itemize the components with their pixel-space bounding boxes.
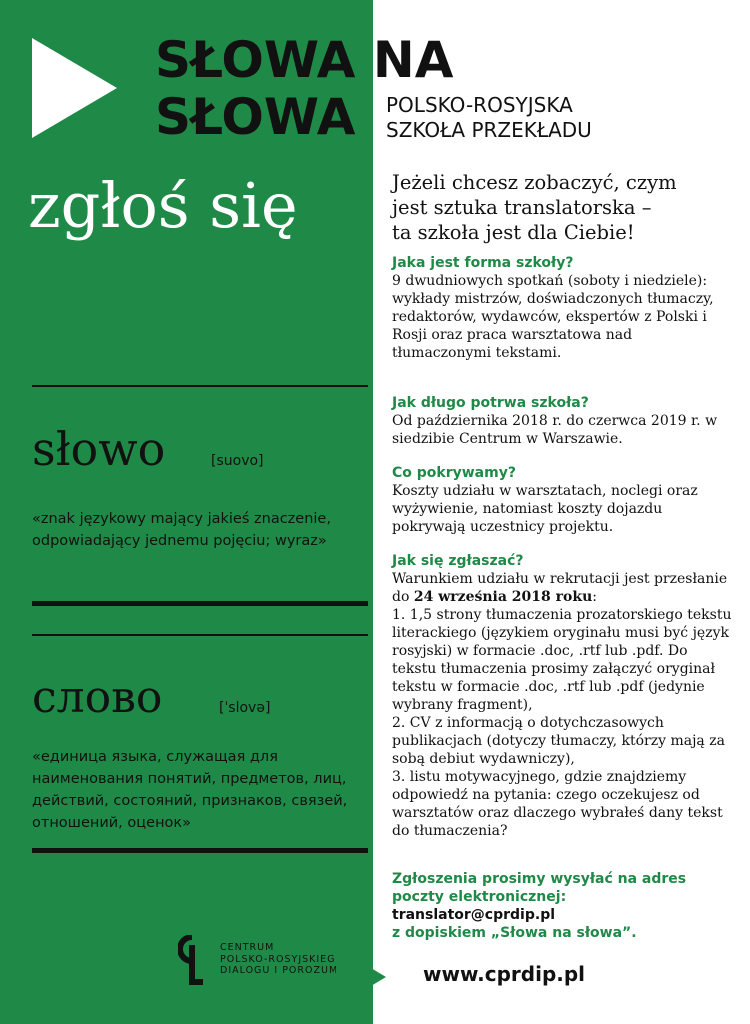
divider xyxy=(32,601,368,606)
lead-line-3: ta szkoła jest dla Ciebie! xyxy=(392,221,635,244)
contact-line-2: poczty elektronicznej: xyxy=(392,889,567,905)
faq-duration xyxy=(392,395,734,448)
apply-item: 1. 1,5 strony tłumaczenia prozatorskiego tekstu literackiego (językiem oryginału musi być język rosyjski) w formacie .doc, .rtf lub .pdf. Do tekstu tłumaczenia prosimy załączyć oryginał tekstu w formacie .doc, .rtf lub .pdf (jedynie wybrany fragment), xyxy=(392,607,732,713)
contact-email[interactable]: translator@cprdip.pl xyxy=(392,907,556,923)
arrow-right-icon xyxy=(336,947,386,1007)
lead-line-1: Jeżeli chcesz zobaczyć, czym xyxy=(392,171,677,194)
entry-pron-polish: [suovo] xyxy=(211,453,264,469)
lead-text xyxy=(392,170,734,245)
faq-answer: Od października 2018 r. do czerwca 2019 r. w siedzibie Centrum w Warszawie. xyxy=(392,413,718,447)
cta-heading: zgłoś się xyxy=(28,169,298,242)
lead-line-2: jest sztuka translatorska – xyxy=(392,196,652,219)
subtitle-line-2: SZKOŁA PRZEKŁADU xyxy=(386,118,592,142)
subtitle-line-1: POLSKO-ROSYJSKA xyxy=(386,93,573,117)
title-word-na: NA xyxy=(372,31,454,89)
divider xyxy=(32,848,368,853)
faq-answer: Koszty udziału w warsztatach, noclegi oraz wyżywienie, natomiast koszty dojazdu pokrywają uczestnicy projektu. xyxy=(392,483,698,535)
faq-question: Jak długo potrwa szkoła? xyxy=(392,395,589,411)
organization-line-3: DIALOGU I POROZUMIENIA xyxy=(220,965,369,976)
subtitle xyxy=(386,93,592,143)
faq-question: Jak się zgłaszać? xyxy=(392,553,524,569)
faq-coverage xyxy=(392,465,734,536)
apply-item: 2. CV z informacją o dotychczasowych publikacjach (dotyczy tłumaczy, którzy mają za sobą debiut wydawniczy), xyxy=(392,715,725,767)
apply-intro xyxy=(392,570,734,606)
faq-question: Co pokrywamy? xyxy=(392,465,516,481)
play-triangle-icon xyxy=(32,38,117,138)
faq-question: Jaka jest forma szkoły? xyxy=(392,255,574,271)
contact-note: z dopiskiem „Słowa na słowa”. xyxy=(392,925,637,941)
entry-definition-russian: «единица языка, служащая для наименования понятий, предметов, лиц, действий, состояний, признаков, связей, отношений, оценок» xyxy=(32,749,348,831)
entry-definition-polish: «znak językowy mający jakieś znaczenie, odpowiadający jednemu pojęciu; wyraz» xyxy=(32,511,331,549)
title-word-slowa: SŁOWA xyxy=(155,31,356,89)
contact-line-1: Zgłoszenia prosimy wysyłać na adres xyxy=(392,871,687,887)
apply-deadline: 24 września 2018 roku xyxy=(413,589,593,605)
faq-form xyxy=(392,255,734,362)
divider xyxy=(32,634,368,636)
title-line-1 xyxy=(155,31,454,89)
divider xyxy=(32,385,368,387)
apply-intro-text: Warunkiem udziału w rekrutacji jest przesłanie do xyxy=(392,571,728,605)
cprdip-logo-icon xyxy=(178,935,206,987)
title-line-2: SŁOWA xyxy=(155,88,356,146)
organization-line-1: CENTRUM xyxy=(220,942,275,953)
faq-apply xyxy=(392,553,734,840)
website-link[interactable]: www.cprdip.pl xyxy=(423,962,586,986)
faq-answer: 9 dwudniowych spotkań (soboty i niedziele): wykłady mistrzów, doświadczonych tłumaczy, redaktorów, wydawców, ekspertów z Polski i Rosji oraz praca warsztatowa nad tłumaczonymi tekstami. xyxy=(392,273,714,361)
organization-line-2: POLSKO-ROSYJSKIEGO xyxy=(220,953,345,965)
contact-block xyxy=(392,870,734,942)
entry-word-russian: слово xyxy=(32,672,163,723)
apply-item: 3. listu motywacyjnego, gdzie znajdziemy odpowiedź na pytania: czego oczekujesz od warsztatów oraz dlaczego wybrałeś dany tekst do tłumaczenia? xyxy=(392,769,723,839)
apply-list xyxy=(392,606,734,840)
entry-pron-russian: [ˈslovə] xyxy=(219,700,271,716)
entry-word-polish: słowo xyxy=(32,422,166,476)
apply-intro-colon: : xyxy=(592,589,597,605)
